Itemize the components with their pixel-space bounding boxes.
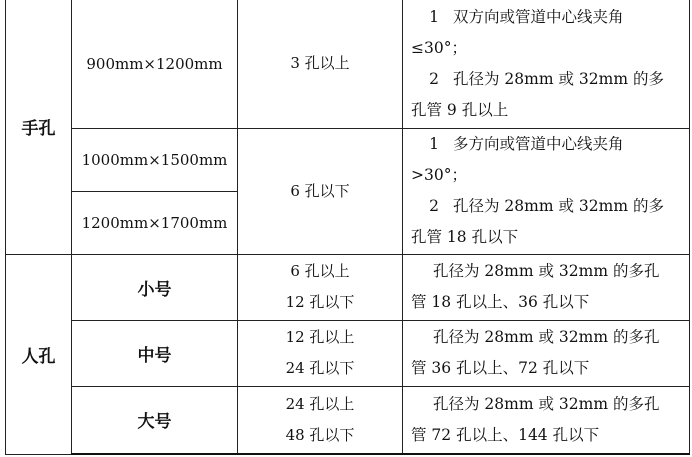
hole-count-cell	[238, 386, 403, 454]
item-text: 双方向或管道中心线夹角	[453, 7, 624, 26]
category-handhole: 手孔	[6, 0, 72, 254]
hole-count-min: 6 孔以上	[290, 262, 350, 280]
description-line: 孔径为 28mm 或 32mm 的多孔	[433, 262, 660, 280]
description-line: ≤30°；	[411, 38, 467, 57]
spec-table	[5, 0, 690, 455]
hole-count-min: 12 孔以上	[285, 328, 355, 346]
description-cell	[403, 386, 690, 454]
size-cell: 中号	[72, 320, 238, 386]
description-line: 管 36 孔以上、72 孔以下	[411, 359, 590, 377]
hole-count-cell: 6 孔以下	[238, 128, 403, 254]
item-number: 2	[429, 69, 439, 88]
size-cell: 900mm×1200mm	[72, 0, 238, 128]
item-text: 孔径为 28mm 或 32mm 的多	[453, 197, 664, 215]
category-manhole: 人孔	[6, 254, 72, 454]
description-line: 孔径为 28mm 或 32mm 的多孔	[433, 328, 660, 346]
size-cell: 1000mm×1500mm	[72, 128, 238, 191]
description-cell	[403, 0, 690, 128]
item-text: 多方向或管道中心线夹角	[453, 135, 624, 153]
table-row	[6, 386, 690, 454]
size-cell: 大号	[72, 386, 238, 454]
size-cell: 小号	[72, 254, 238, 320]
table-row	[6, 0, 690, 128]
hole-count-max: 24 孔以下	[285, 359, 355, 377]
hole-count-max: 48 孔以下	[285, 425, 355, 444]
hole-count-cell: 3 孔以上	[238, 0, 403, 128]
hole-count-max: 12 孔以下	[285, 293, 355, 311]
description-line: 管 72 孔以上、144 孔以下	[411, 425, 600, 444]
item-number: 2	[429, 197, 439, 215]
description-line: 孔管 9 孔以上	[411, 100, 509, 119]
description-cell	[403, 128, 690, 254]
item-number: 1	[429, 135, 439, 153]
description-line	[411, 2, 681, 33]
hole-count-min: 24 孔以上	[285, 394, 355, 413]
table-row	[6, 254, 690, 320]
description-line	[411, 64, 681, 95]
table-row	[6, 128, 690, 191]
description-line	[411, 191, 681, 222]
description-line	[411, 129, 681, 160]
hole-count-cell	[238, 320, 403, 386]
table-row	[6, 320, 690, 386]
hole-count-cell	[238, 254, 403, 320]
item-text: 孔径为 28mm 或 32mm 的多	[453, 69, 664, 88]
description-line: 管 18 孔以上、36 孔以下	[411, 293, 590, 311]
item-number: 1	[429, 7, 439, 26]
description-line: >30°；	[411, 166, 467, 184]
size-cell: 1200mm×1700mm	[72, 191, 238, 254]
description-cell	[403, 320, 690, 386]
description-line: 孔管 18 孔以下	[411, 228, 519, 246]
description-line: 孔径为 28mm 或 32mm 的多孔	[433, 394, 660, 413]
description-cell	[403, 254, 690, 320]
